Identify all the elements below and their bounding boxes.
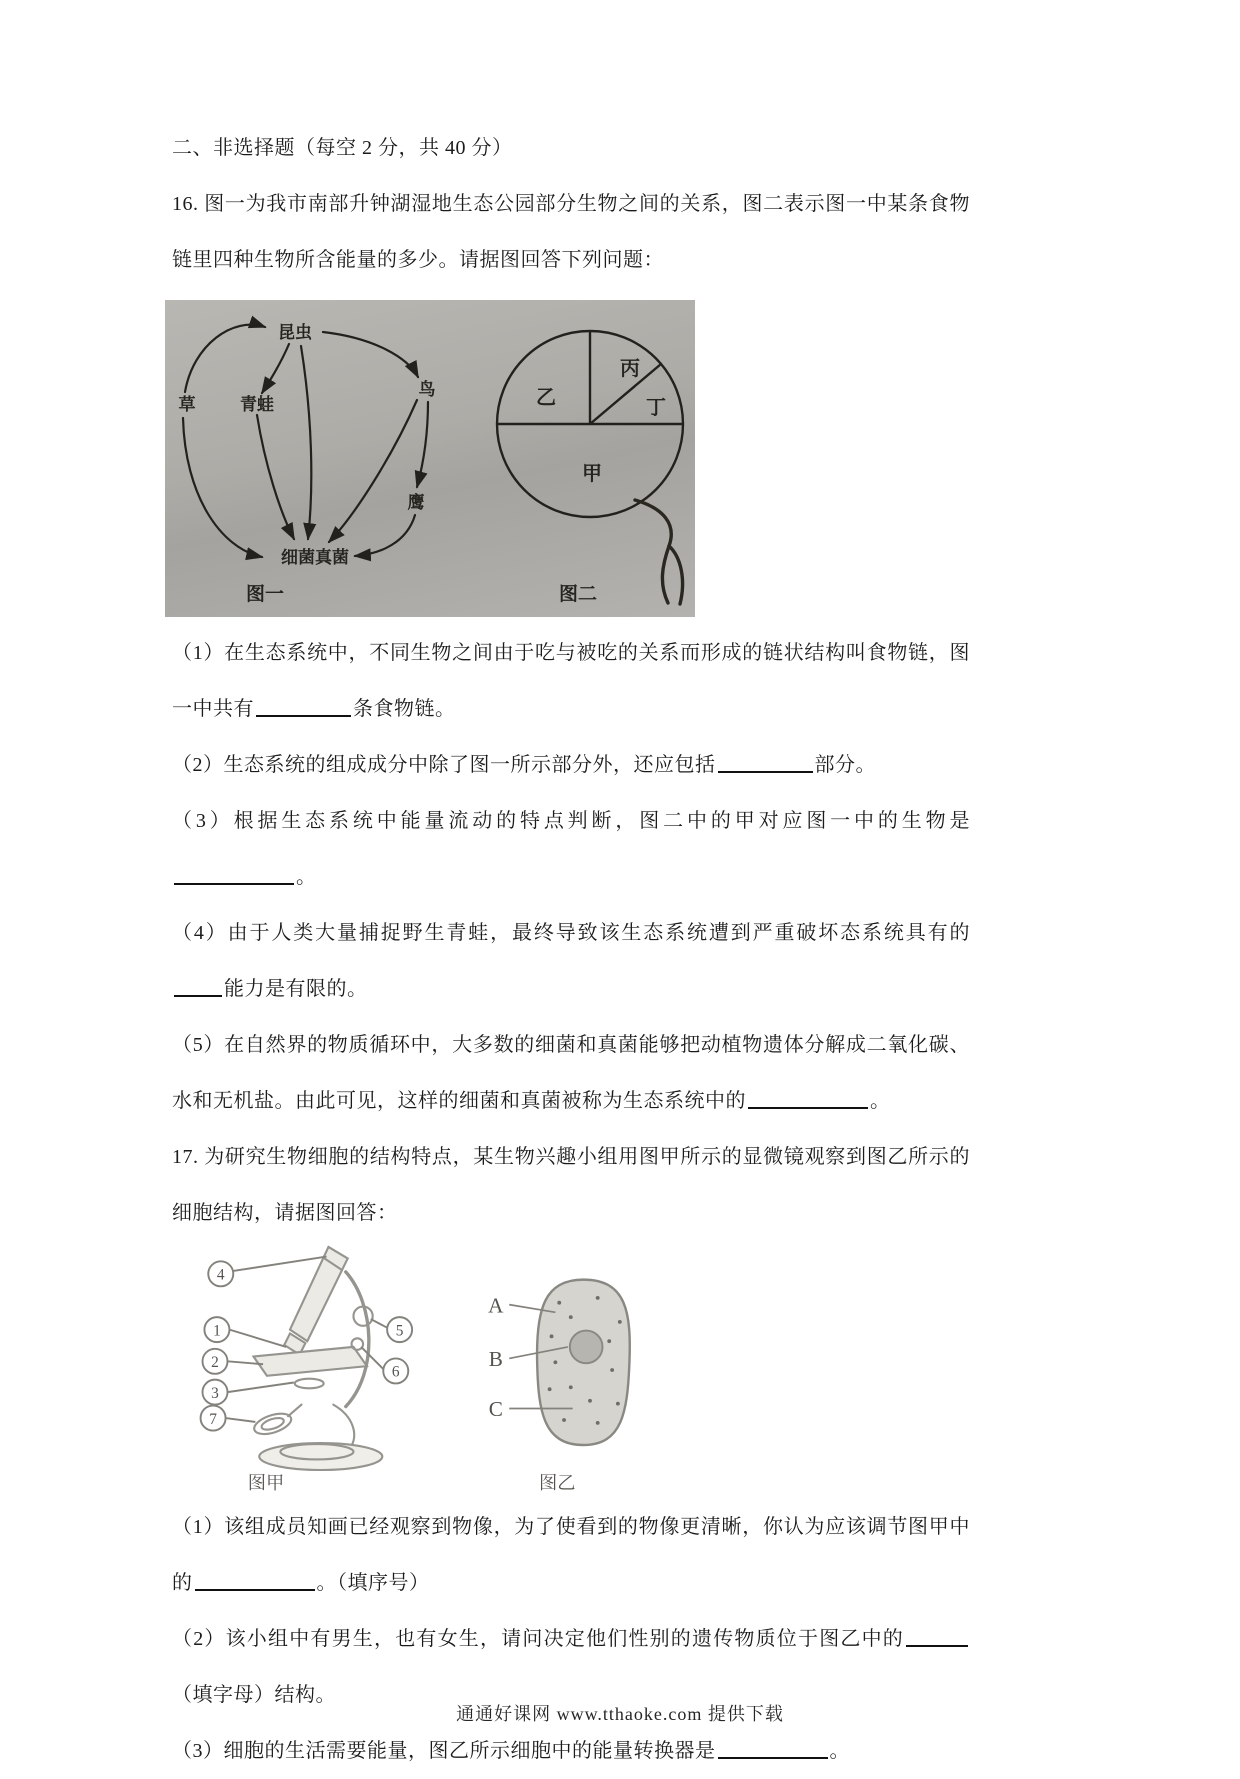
callout-7: 7 [209, 1410, 217, 1428]
section-title: 二、非选择题（每空 2 分，共 40 分） [172, 137, 513, 159]
foodweb-arrows [183, 325, 428, 557]
handwritten-mark [635, 500, 683, 604]
foodweb-node-grass: 草 [178, 395, 196, 414]
q17-parts [172, 1499, 970, 1779]
foodweb-node-insect: 昆虫 [278, 323, 312, 342]
microscope-drawing [252, 1247, 383, 1470]
callout-4: 4 [216, 1266, 225, 1284]
cell-label-c: C [488, 1397, 503, 1422]
question-part [172, 1723, 970, 1779]
answer-blank[interactable] [174, 865, 294, 885]
callout-3: 3 [211, 1384, 219, 1402]
coarse-focus-knob [353, 1307, 372, 1326]
question-part [172, 1017, 970, 1129]
question-text: （2）生态系统的组成成分中除了图一所示部分外，还应包括 [172, 754, 716, 776]
figure-jia-caption: 图甲 [247, 1473, 285, 1494]
question-text: 能力是有限的。 [224, 978, 368, 1000]
question-text: 。 [829, 1740, 850, 1762]
question-part [172, 905, 970, 1017]
answer-blank[interactable] [718, 1739, 828, 1759]
answer-blank[interactable] [718, 753, 813, 773]
question-text: 。 [870, 1090, 891, 1112]
exam-page-content [172, 120, 970, 1779]
figure-yi-caption: 图乙 [539, 1473, 576, 1494]
q17-figure-svg [165, 1245, 665, 1495]
figure2-caption: 图二 [558, 584, 598, 605]
cell-label-b: B [488, 1347, 503, 1372]
foodweb-node-bird: 鸟 [418, 380, 436, 399]
q16-figure-svg [165, 300, 695, 617]
question-text: （3）根据生态系统中能量流动的特点判断，图二中的甲对应图一中的生物是 [172, 810, 970, 832]
pie-slice-jia: 甲 [582, 463, 602, 485]
page-footer: 通通好课网 www.tthaoke.com 提供下载 [456, 1704, 784, 1724]
cell-drawing [488, 1280, 630, 1445]
foodweb-node-hawk: 鹰 [407, 493, 425, 512]
question-text: 部分。 [814, 754, 876, 776]
microscope-mirror [252, 1410, 294, 1438]
callout-2: 2 [211, 1354, 219, 1372]
question-text: 条食物链。 [353, 698, 456, 720]
question-text: （填字母）结构。 [172, 1684, 336, 1706]
q17-figure [165, 1245, 665, 1495]
question-part [172, 625, 970, 737]
q16-figure-photo [165, 300, 695, 617]
q16-parts [172, 625, 970, 1129]
figure1-caption: 图一 [245, 584, 285, 605]
question-part [172, 737, 970, 793]
foodweb-node-decomposer: 细菌真菌 [281, 548, 349, 567]
cell-label-a: A [488, 1293, 504, 1318]
question-text: （4）由于人类大量捕捉野生青蛙，最终导致该生态系统遭到严重破坏态系统具有的 [172, 922, 970, 944]
microscope-stage [253, 1347, 366, 1376]
cell-nucleus [570, 1331, 603, 1364]
food-web-diagram [179, 322, 436, 605]
question-text: （1）该组成员知画已经观察到物像，为了使看到的物像更清晰，你认为应该调节图甲中的 [172, 1516, 970, 1594]
q16-stem: 16. 图一为我市南部升钟湖湿地生态公园部分生物之间的关系，图二表示图一中某条食物链里四种生物所含能量的多少。请据图回答下列问题： [172, 193, 970, 271]
question-text: 。（填序号） [316, 1572, 430, 1594]
foodweb-node-frog: 青蛙 [240, 395, 274, 414]
pie-slice-ding: 丁 [646, 397, 666, 419]
question-text: （3）细胞的生活需要能量，图乙所示细胞中的能量转换器是 [172, 1740, 716, 1762]
callout-5: 5 [395, 1322, 404, 1340]
answer-blank[interactable] [748, 1089, 868, 1109]
question-text: 。 [296, 866, 317, 888]
answer-blank[interactable] [906, 1627, 968, 1647]
question-text: （1）在生态系统中，不同生物之间由于吃与被吃的关系而形成的链状结构叫食物链，图一中共有 [172, 642, 970, 720]
pie-slice-yi: 乙 [536, 387, 556, 409]
question-text: （2）该小组中有男生，也有女生，请问决定他们性别的遗传物质位于图乙中的 [172, 1628, 904, 1650]
callout-6: 6 [391, 1363, 400, 1381]
pie-slice-bing: 丙 [620, 358, 640, 380]
pie-chart [497, 331, 683, 605]
question-text: （5）在自然界的物质循环中，大多数的细菌和真菌能够把动植物遗体分解成二氧化碳、水和无机盐。由此可见，这样的细菌和真菌被称为生态系统中的 [172, 1034, 970, 1112]
question-part [172, 793, 970, 905]
answer-blank[interactable] [174, 977, 222, 997]
callout-1: 1 [213, 1322, 221, 1340]
answer-blank[interactable] [256, 697, 351, 717]
microscope-callouts [201, 1257, 413, 1431]
microscope-base [259, 1443, 382, 1470]
answer-blank[interactable] [195, 1571, 315, 1591]
question-part [172, 1499, 970, 1611]
q17-stem: 17. 为研究生物细胞的结构特点，某生物兴趣小组用图甲所示的显微镜观察到图乙所示的细胞结构，请据图回答： [172, 1146, 970, 1224]
